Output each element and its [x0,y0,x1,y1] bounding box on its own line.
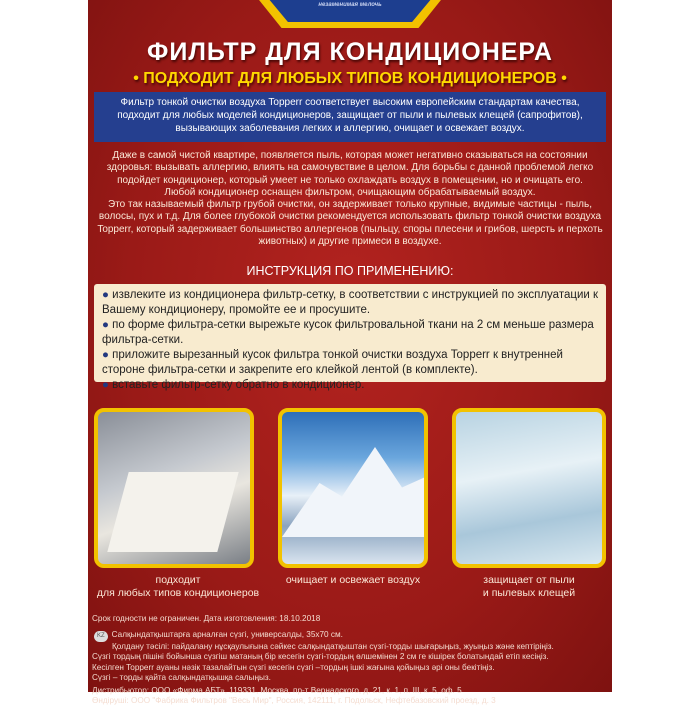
intro-text [92,150,608,248]
intro-line: Любой кондиционер оснащен фильтром, очищающим обрабатываемый воздух. [164,186,536,198]
kz-badge: KZ [94,631,108,642]
description-line: вызывающих заболевания легких и аллергию, очищает и освежает воздух. [175,123,525,134]
intro-line: Даже в самой чистой квартире, появляется пыль, которая может негативно сказываться на состоянии [112,150,588,161]
kz-line: Салқындатқыштарға арналған сүзгі, универсалды, 35х70 см. [111,630,343,639]
package-panel [88,0,612,705]
caption-3 [448,574,610,600]
instruction-text: приложите вырезанный кусок фильтра тонкой очистки воздуха Topperr к внутренней стороне фильтра-сетки и закрепите его клейкой лентой (в комплекте). [102,349,563,376]
instructions-heading: ИНСТРУКЦИЯ ПО ПРИМЕНЕНИЮ: [246,264,454,278]
kz-line: Сүзгі тордың пішіні бойынша сүзгіш матаның бір кесегін сүзгі-тордың өлшемінен 2 см ге кішірек болатындай етіп кесіңіз. [92,652,549,661]
product-title: ФИЛЬТР ДЛЯ КОНДИЦИОНЕРА [147,38,553,66]
caption-line: и пылевых клещей [482,587,576,599]
product-subtitle: • ПОДХОДИТ ДЛЯ ЛЮБЫХ ТИПОВ КОНДИЦИОНЕРОВ • [133,70,567,87]
instruction-text: извлеките из кондиционера фильтр-сетку, в соответствии с инструкцией по эксплуатации к Вашему кондиционеру, промойте ее и просушите. [102,289,599,316]
kz-line: Қолдану тәсілі: пайдалану нұсқаулығына сәйкес салқындатқыштан сүзгі-торды шығарыңыз, жуыңыз және кептіріңіз. [112,641,554,651]
intro-line: Topperr, который задерживает большинство аллергенов (пыльцу, споры плесени и грибов, шерсть и перхоть [97,223,603,235]
description-line: подходит для любых моделей кондиционеров, защищает от пыли и пылевых клещей (сапрофитов), [117,110,583,121]
caption-2 [268,574,438,587]
instruction-item [102,318,598,348]
caption-line: для любых типов кондиционеров [96,587,260,599]
caption-line: подходит [155,574,201,586]
photo-cutting-filter [94,408,254,568]
caption-1 [94,574,262,600]
kz-text [92,630,554,707]
intro-line: здоровья: вызывать аллергию, влиять на самочувствие в целом. Для борьбы с данной проблемой легко [106,162,594,174]
photo-mountains [278,408,428,568]
caption-line: очищает и освежает воздух [285,574,421,586]
instructions-box [94,284,606,391]
instruction-text: вставьте фильтр-сетку обратно в кондиционер. [112,379,365,391]
shelf-life: Срок годности не ограничен. Дата изготовления: 18.10.2018 [92,614,321,623]
manufacturer: Өндіруші: ООО "Фабрика Фильтров "Весь Мир", Россия, 142111, г. Подольск, Нефтебазовский проезд, д. 3 [92,696,496,705]
instruction-item [102,378,598,393]
bullet-icon: ● [102,289,113,301]
kz-line: Сүзгі – торды қайта салқындатқышқа салыңыз. [92,673,271,682]
instruction-item [102,348,598,378]
caption-line: защищает от пыли [483,574,575,586]
intro-line: Это так называемый фильтр грубой очистки, он задерживает только крупные, видимые частицы - пыль, [108,199,592,211]
instruction-item [102,288,598,318]
brand-tagline: незаменимая мелочь [318,2,382,8]
bullet-icon: ● [102,319,113,331]
intro-line: животных) и другие примеси в воздухе. [258,236,442,248]
kz-line: Кесілген Topperr ауаны нәзік тазалайтын сүзгі кесегін сүзгі –тордың ішкі жағына қойыңыз әрі оны бекітіңіз. [92,662,495,672]
intro-line: волосы, пух и т.д. Для более глубокой очистки рекомендуется использовать фильтр тонкой очистки воздуха [98,211,602,223]
intro-line: подойдет кондиционер, который умеет не только охлаждать воздух в помещении, но и очищать его. [117,174,583,186]
bullet-icon: ● [102,379,113,391]
distributor: Дистрибьютор: ООО «Фирма АБТ», 119331, Москва, пр-т Вернадского, д. 21, к. 1, п. III, к. 5, оф. 5 [92,685,462,695]
instruction-text: по форме фильтра-сетки вырежьте кусок фильтровальной ткани на 2 см меньше размера фильтра-сетки. [102,319,594,346]
bullet-icon: ● [102,349,113,361]
description-line: Фильтр тонкой очистки воздуха Topperr соответствует высоким европейским стандартам качества, [120,97,580,108]
photo-bedding [452,408,606,568]
description-box [94,92,606,142]
